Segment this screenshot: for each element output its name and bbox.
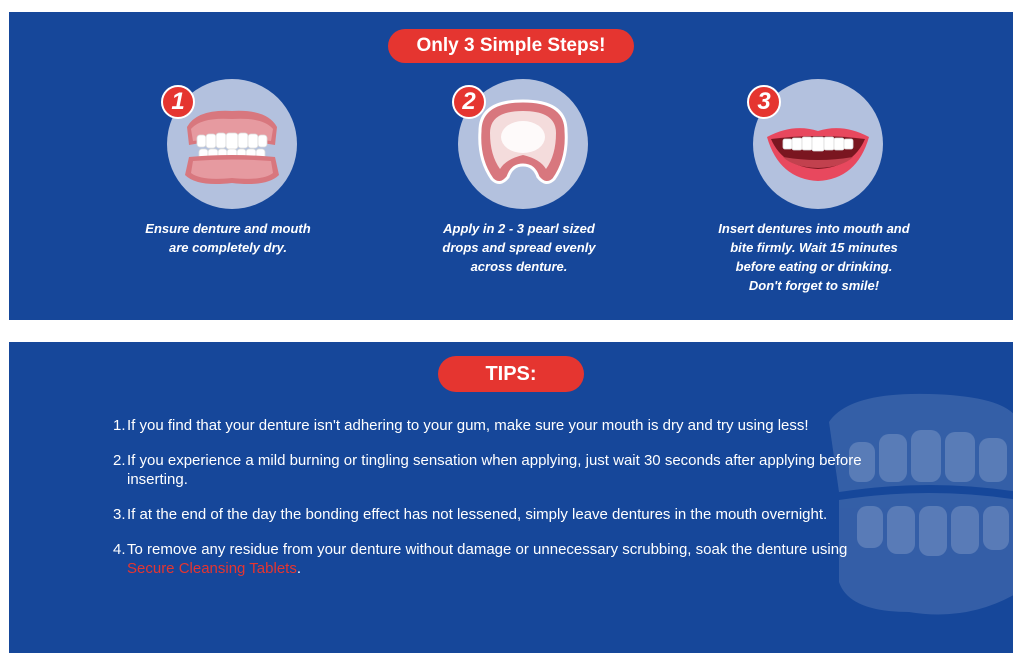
step-2 [389, 79, 649, 309]
step-3-number-badge: 3 [747, 85, 781, 119]
step-1-caption-line2: are completely dry. [168, 240, 287, 255]
step-3-caption-line3: before eating or drinking. [735, 259, 893, 274]
step-3 [684, 79, 944, 309]
tip-item-2 [113, 451, 917, 489]
step-2-caption [389, 219, 649, 276]
step-2-caption-line2: drops and spread evenly [442, 240, 596, 255]
tip-2-text: If you experience a mild burning or tingling sensation when applying, just wait 30 seconds after applying before inserting. [127, 452, 862, 488]
tip-2-number: 2. [113, 452, 126, 469]
tip-4-suffix: . [296, 560, 301, 577]
step-2-caption-line1: Apply in 2 - 3 pearl sized [443, 221, 595, 236]
step-3-caption-line1: Insert dentures into mouth and [718, 221, 910, 236]
step-1-caption [98, 219, 358, 257]
tips-title-badge: TIPS: [438, 356, 584, 392]
tips-list [113, 416, 943, 594]
tip-item-1 [113, 416, 943, 435]
tip-item-4 [113, 540, 943, 578]
steps-panel [9, 12, 1013, 320]
tip-4-text: To remove any residue from your denture without damage or unnecessary scrubbing, soak the denture using [127, 541, 848, 558]
step-2-caption-line3: across denture. [470, 259, 568, 274]
step-3-caption-line2: bite firmly. Wait 15 minutes [730, 240, 898, 255]
step-3-caption-line4: Don't forget to smile! [748, 278, 880, 293]
tips-panel [9, 342, 1013, 653]
steps-title-badge: Only 3 Simple Steps! [388, 29, 634, 63]
tip-1-number: 1. [113, 417, 126, 434]
tip-4-number: 4. [113, 541, 126, 558]
step-3-caption [684, 219, 944, 295]
step-2-number-badge: 2 [452, 85, 486, 119]
secure-cleansing-tablets-link[interactable]: Secure Cleansing Tablets [127, 560, 297, 577]
tip-item-3 [113, 505, 943, 524]
tip-1-text: If you find that your denture isn't adhering to your gum, make sure your mouth is dry and try using less! [127, 417, 809, 434]
step-1-number-badge: 1 [161, 85, 195, 119]
step-1 [98, 79, 358, 309]
tip-3-text: If at the end of the day the bonding effect has not lessened, simply leave dentures in the mouth overnight. [127, 506, 828, 523]
step-1-caption-line1: Ensure denture and mouth [145, 221, 311, 236]
tip-3-number: 3. [113, 506, 126, 523]
